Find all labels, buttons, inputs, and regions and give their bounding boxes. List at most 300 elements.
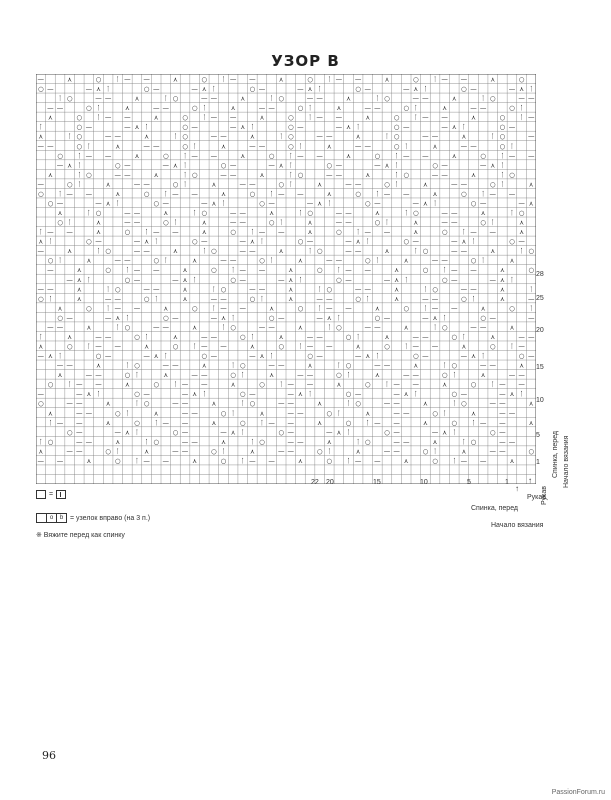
svg-text:—: — (133, 275, 141, 284)
svg-text:○: ○ (95, 209, 102, 218)
svg-text:—: — (249, 352, 256, 361)
svg-text:—: — (326, 304, 333, 313)
svg-text:—: — (268, 361, 275, 370)
svg-text:—: — (76, 418, 83, 427)
svg-text:—: — (402, 409, 410, 418)
svg-text:—: — (191, 371, 198, 380)
svg-text:—: — (37, 390, 45, 399)
svg-text:⋏: ⋏ (230, 380, 236, 389)
svg-text:○: ○ (153, 437, 160, 446)
svg-text:—: — (287, 380, 295, 389)
svg-text:—: — (345, 218, 352, 227)
svg-text:—: — (152, 142, 160, 151)
svg-text:—: — (335, 170, 343, 179)
svg-text:ᛙ: ᛙ (211, 85, 216, 94)
svg-text:ᛙ: ᛙ (221, 199, 226, 208)
svg-text:—: — (431, 304, 439, 313)
svg-text:ᛙ: ᛙ (135, 428, 139, 437)
svg-text:—: — (364, 285, 371, 294)
svg-text:—: — (527, 352, 535, 361)
svg-text:ᛙ: ᛙ (461, 332, 466, 341)
svg-text:ᛙ: ᛙ (327, 447, 332, 456)
svg-text:—: — (85, 123, 93, 132)
svg-text:—: — (152, 323, 160, 332)
svg-text:—: — (287, 418, 295, 427)
svg-text:ᛙ: ᛙ (510, 209, 514, 218)
svg-text:○: ○ (297, 170, 304, 179)
svg-text:ᛙ: ᛙ (48, 418, 53, 427)
svg-text:⋏: ⋏ (221, 189, 226, 198)
svg-text:⋏: ⋏ (519, 228, 524, 237)
svg-text:⋏: ⋏ (173, 75, 178, 84)
svg-text:⋏: ⋏ (298, 456, 303, 465)
svg-text:⋏: ⋏ (211, 418, 217, 427)
svg-text:○: ○ (143, 294, 150, 303)
svg-text:⋏: ⋏ (57, 209, 63, 218)
svg-text:ᛙ: ᛙ (404, 342, 409, 351)
svg-text:○: ○ (355, 399, 361, 408)
svg-text:○: ○ (441, 371, 448, 380)
svg-text:○: ○ (374, 313, 381, 322)
svg-text:⋏: ⋏ (134, 151, 140, 160)
col-number: 10 (420, 479, 428, 486)
svg-text:—: — (364, 266, 371, 275)
svg-text:—: — (201, 342, 208, 351)
svg-text:—: — (470, 323, 477, 332)
svg-text:—: — (268, 161, 275, 170)
svg-text:—: — (297, 189, 304, 198)
svg-text:⋏: ⋏ (259, 409, 265, 418)
svg-text:ᛙ: ᛙ (58, 94, 62, 103)
svg-text:ᛙ: ᛙ (471, 418, 476, 427)
svg-text:ᛙ: ᛙ (163, 352, 168, 361)
svg-text:⋏: ⋏ (509, 323, 515, 332)
svg-text:—: — (489, 399, 496, 408)
svg-text:⋏: ⋏ (153, 352, 159, 361)
svg-text:—: — (210, 294, 218, 303)
svg-text:—: — (220, 304, 227, 313)
svg-text:—: — (47, 104, 54, 113)
svg-text:ᛙ: ᛙ (346, 456, 351, 465)
svg-text:○: ○ (191, 304, 198, 313)
svg-text:—: — (172, 189, 179, 198)
svg-text:○: ○ (432, 161, 438, 170)
svg-text:○: ○ (384, 428, 390, 437)
svg-text:—: — (374, 323, 381, 332)
svg-text:—: — (422, 113, 429, 122)
svg-text:⋏: ⋏ (144, 447, 149, 456)
svg-text:—: — (76, 437, 83, 446)
svg-text:ᛙ: ᛙ (375, 256, 380, 265)
svg-text:—: — (229, 256, 237, 265)
svg-text:○: ○ (143, 85, 150, 94)
col-number: 20 (326, 479, 334, 486)
svg-text:—: — (345, 237, 352, 246)
svg-text:⋏: ⋏ (259, 352, 265, 361)
svg-text:ᛙ: ᛙ (96, 113, 101, 122)
svg-text:—: — (412, 342, 420, 351)
svg-text:—: — (268, 323, 275, 332)
svg-text:—: — (66, 275, 73, 284)
svg-text:—: — (364, 323, 371, 332)
label-back-front: Спинка, перед (471, 505, 519, 512)
svg-text:—: — (354, 142, 362, 151)
svg-text:—: — (220, 132, 227, 141)
svg-text:—: — (210, 352, 218, 361)
svg-text:ᛙ: ᛙ (58, 352, 62, 361)
svg-text:—: — (124, 161, 131, 170)
svg-text:○: ○ (172, 94, 179, 103)
svg-text:⋏: ⋏ (442, 380, 448, 389)
svg-text:⋏: ⋏ (249, 237, 255, 246)
svg-text:—: — (95, 371, 102, 380)
svg-text:—: — (85, 437, 93, 446)
legend-purl (36, 490, 66, 499)
svg-text:⋏: ⋏ (221, 142, 226, 151)
svg-text:—: — (258, 323, 266, 332)
svg-text:ᛙ: ᛙ (365, 237, 370, 246)
svg-text:ᛙ: ᛙ (385, 380, 389, 389)
svg-text:ᛙ: ᛙ (442, 409, 447, 418)
svg-text:○: ○ (268, 151, 275, 160)
svg-text:—: — (172, 313, 179, 322)
svg-text:—: — (527, 151, 535, 160)
svg-text:○: ○ (461, 189, 467, 198)
svg-text:⋏: ⋏ (298, 256, 303, 265)
svg-text:⋏: ⋏ (461, 447, 467, 456)
svg-text:—: — (133, 266, 141, 275)
svg-text:—: — (316, 113, 323, 122)
svg-text:—: — (47, 228, 54, 237)
svg-text:ᛙ: ᛙ (173, 380, 178, 389)
svg-text:—: — (508, 371, 516, 380)
svg-text:ᛙ: ᛙ (404, 275, 409, 284)
svg-text:ᛙ: ᛙ (452, 428, 457, 437)
svg-text:—: — (104, 332, 112, 341)
svg-text:—: — (220, 428, 227, 437)
svg-text:⋏: ⋏ (442, 104, 448, 113)
svg-text:ᛙ: ᛙ (106, 304, 111, 313)
svg-text:—: — (412, 332, 420, 341)
svg-text:⋏: ⋏ (86, 256, 92, 265)
svg-text:—: — (489, 313, 496, 322)
col-number: 5 (467, 479, 471, 486)
svg-text:—: — (37, 75, 45, 84)
svg-text:ᛙ: ᛙ (231, 266, 236, 275)
svg-text:⋏: ⋏ (182, 275, 188, 284)
svg-text:—: — (297, 409, 304, 418)
svg-text:ᛙ: ᛙ (404, 209, 409, 218)
svg-text:○: ○ (47, 256, 54, 265)
svg-text:—: — (66, 228, 73, 237)
svg-text:ᛙ: ᛙ (125, 409, 130, 418)
svg-text:○: ○ (230, 275, 236, 284)
svg-text:—: — (354, 390, 362, 399)
svg-text:—: — (479, 418, 487, 427)
svg-text:—: — (143, 456, 150, 465)
svg-text:—: — (479, 104, 487, 113)
svg-text:—: — (316, 313, 323, 322)
svg-text:⋏: ⋏ (490, 161, 496, 170)
svg-text:ᛙ: ᛙ (346, 428, 351, 437)
svg-text:—: — (277, 228, 285, 237)
svg-text:ᛙ: ᛙ (519, 247, 524, 256)
svg-text:—: — (287, 390, 295, 399)
svg-text:⋏: ⋏ (86, 456, 92, 465)
svg-text:—: — (229, 113, 237, 122)
svg-text:—: — (210, 151, 218, 160)
svg-text:○: ○ (393, 113, 400, 122)
svg-text:○: ○ (153, 199, 160, 208)
svg-text:⋏: ⋏ (394, 294, 399, 303)
svg-text:○: ○ (393, 132, 400, 141)
svg-text:○: ○ (220, 456, 227, 465)
svg-text:○: ○ (480, 218, 486, 227)
svg-text:—: — (499, 409, 506, 418)
svg-text:—: — (479, 361, 487, 370)
svg-text:—: — (181, 447, 189, 456)
svg-text:⋏: ⋏ (374, 371, 380, 380)
svg-text:—: — (345, 247, 352, 256)
svg-text:ᛙ: ᛙ (298, 342, 303, 351)
svg-text:—: — (37, 456, 45, 465)
svg-text:—: — (287, 409, 295, 418)
svg-text:—: — (76, 409, 83, 418)
svg-text:⋏: ⋏ (278, 161, 284, 170)
svg-text:—: — (422, 294, 429, 303)
svg-text:○: ○ (432, 285, 438, 294)
svg-text:—: — (527, 132, 535, 141)
svg-text:ᛙ: ᛙ (58, 189, 62, 198)
svg-text:—: — (104, 151, 112, 160)
svg-text:—: — (316, 151, 323, 160)
svg-text:○: ○ (86, 304, 92, 313)
svg-text:○: ○ (249, 294, 256, 303)
svg-text:—: — (172, 399, 179, 408)
svg-text:—: — (172, 228, 179, 237)
svg-text:—: — (104, 94, 112, 103)
svg-text:—: — (143, 352, 150, 361)
svg-text:—: — (335, 75, 343, 84)
svg-text:○: ○ (451, 418, 458, 427)
svg-text:—: — (499, 380, 506, 389)
svg-text:ᛙ: ᛙ (461, 437, 466, 446)
svg-text:○: ○ (76, 113, 83, 122)
svg-text:⋏: ⋏ (374, 304, 380, 313)
svg-text:○: ○ (489, 342, 496, 351)
svg-text:ᛙ: ᛙ (192, 142, 197, 151)
svg-text:ᛙ: ᛙ (163, 256, 168, 265)
svg-text:—: — (162, 199, 170, 208)
svg-text:○: ○ (57, 218, 63, 227)
svg-text:⋏: ⋏ (461, 237, 467, 246)
svg-text:ᛙ: ᛙ (125, 361, 130, 370)
svg-text:—: — (181, 418, 189, 427)
svg-text:ᛙ: ᛙ (154, 418, 159, 427)
svg-text:○: ○ (461, 399, 467, 408)
svg-text:—: — (56, 418, 64, 427)
svg-text:○: ○ (153, 380, 160, 389)
svg-text:⋏: ⋏ (423, 199, 428, 208)
svg-text:—: — (383, 447, 391, 456)
svg-text:ᛙ: ᛙ (231, 361, 236, 370)
svg-text:—: — (152, 285, 160, 294)
svg-text:—: — (383, 399, 391, 408)
svg-text:—: — (335, 123, 343, 132)
svg-text:—: — (249, 247, 256, 256)
svg-text:⋏: ⋏ (451, 94, 457, 103)
svg-text:—: — (66, 399, 73, 408)
svg-text:○: ○ (124, 228, 131, 237)
svg-text:—: — (508, 151, 516, 160)
svg-text:—: — (258, 142, 266, 151)
svg-text:⋏: ⋏ (259, 113, 265, 122)
svg-text:○: ○ (384, 94, 390, 103)
svg-text:○: ○ (403, 304, 410, 313)
svg-text:ᛙ: ᛙ (240, 371, 245, 380)
svg-text:⋏: ⋏ (278, 75, 284, 84)
svg-text:○: ○ (326, 285, 333, 294)
svg-text:⋏: ⋏ (76, 285, 82, 294)
svg-text:⋏: ⋏ (48, 352, 53, 361)
svg-text:ᛙ: ᛙ (260, 418, 264, 427)
svg-text:—: — (249, 180, 256, 189)
svg-text:ᛙ: ᛙ (115, 199, 120, 208)
svg-text:⋏: ⋏ (355, 447, 361, 456)
svg-text:⋏: ⋏ (240, 94, 246, 103)
svg-text:ᛙ: ᛙ (135, 371, 139, 380)
svg-text:—: — (37, 142, 45, 151)
svg-text:—: — (431, 256, 439, 265)
svg-text:—: — (402, 437, 410, 446)
svg-text:—: — (451, 275, 458, 284)
svg-text:○: ○ (287, 113, 294, 122)
svg-text:—: — (124, 75, 131, 84)
svg-text:○: ○ (374, 218, 381, 227)
watermark: PassionForum.ru (551, 789, 605, 796)
svg-text:—: — (326, 294, 333, 303)
svg-text:○: ○ (509, 237, 515, 246)
svg-text:⋏: ⋏ (124, 380, 130, 389)
svg-text:○: ○ (249, 85, 256, 94)
svg-text:ᛙ: ᛙ (183, 161, 187, 170)
svg-text:⋏: ⋏ (163, 371, 169, 380)
svg-text:ᛙ: ᛙ (385, 218, 389, 227)
svg-text:○: ○ (528, 266, 535, 275)
svg-text:—: — (470, 85, 477, 94)
svg-text:ᛙ: ᛙ (452, 456, 457, 465)
svg-text:⋏: ⋏ (528, 418, 534, 427)
svg-text:—: — (181, 428, 189, 437)
svg-text:—: — (181, 409, 189, 418)
svg-text:○: ○ (182, 123, 188, 132)
svg-text:ᛙ: ᛙ (192, 342, 197, 351)
svg-text:ᛙ: ᛙ (298, 209, 303, 218)
svg-text:—: — (460, 180, 468, 189)
svg-text:ᛙ: ᛙ (298, 142, 303, 151)
svg-text:—: — (431, 294, 439, 303)
svg-text:—: — (210, 113, 218, 122)
svg-text:—: — (133, 304, 141, 313)
svg-text:—: — (114, 428, 121, 437)
svg-text:—: — (277, 275, 285, 284)
svg-text:—: — (201, 380, 208, 389)
svg-text:○: ○ (489, 428, 496, 437)
svg-text:⋏: ⋏ (374, 209, 380, 218)
svg-text:ᛙ: ᛙ (481, 189, 486, 198)
svg-text:ᛙ: ᛙ (67, 218, 72, 227)
svg-text:—: — (499, 399, 506, 408)
svg-text:○: ○ (364, 199, 371, 208)
svg-text:—: — (76, 428, 83, 437)
svg-text:⋏: ⋏ (394, 285, 399, 294)
svg-text:○: ○ (124, 275, 131, 284)
svg-text:—: — (249, 456, 256, 465)
svg-text:ᛙ: ᛙ (413, 247, 418, 256)
svg-text:—: — (85, 85, 93, 94)
svg-text:ᛙ: ᛙ (404, 142, 409, 151)
svg-text:○: ○ (345, 332, 352, 341)
svg-text:ᛙ: ᛙ (96, 104, 101, 113)
svg-text:⋏: ⋏ (153, 170, 159, 179)
svg-text:—: — (326, 342, 333, 351)
svg-text:○: ○ (422, 266, 429, 275)
svg-text:⋏: ⋏ (173, 247, 178, 256)
svg-text:⋏: ⋏ (38, 342, 44, 351)
svg-text:⋏: ⋏ (124, 428, 130, 437)
svg-text:⋏: ⋏ (288, 275, 294, 284)
svg-text:⋏: ⋏ (480, 304, 486, 313)
svg-text:ᛙ: ᛙ (192, 275, 197, 284)
svg-text:○: ○ (297, 104, 304, 113)
svg-text:—: — (345, 304, 352, 313)
svg-text:○: ○ (509, 170, 515, 179)
svg-text:—: — (85, 409, 93, 418)
svg-text:⋏: ⋏ (134, 94, 140, 103)
page-number: 96 (42, 749, 56, 762)
svg-text:ᛙ: ᛙ (183, 170, 187, 179)
svg-text:⋏: ⋏ (57, 371, 63, 380)
svg-text:⋏: ⋏ (269, 371, 274, 380)
svg-text:ᛙ: ᛙ (154, 294, 159, 303)
svg-text:—: — (239, 275, 246, 284)
svg-text:ᛙ: ᛙ (240, 399, 245, 408)
svg-text:—: — (258, 285, 266, 294)
svg-text:—: — (162, 161, 170, 170)
svg-text:—: — (220, 170, 227, 179)
empty-cell-icon (36, 490, 46, 499)
svg-text:○: ○ (143, 189, 150, 198)
svg-text:○: ○ (509, 104, 515, 113)
svg-text:ᛙ: ᛙ (183, 180, 187, 189)
svg-text:—: — (124, 209, 131, 218)
svg-text:—: — (326, 132, 333, 141)
svg-text:○: ○ (86, 170, 92, 179)
svg-text:○: ○ (355, 294, 361, 303)
svg-text:ᛙ: ᛙ (346, 371, 351, 380)
svg-text:⋏: ⋏ (201, 85, 207, 94)
svg-text:○: ○ (278, 94, 285, 103)
svg-text:—: — (460, 75, 468, 84)
svg-text:—: — (37, 285, 45, 294)
svg-text:⋏: ⋏ (326, 189, 332, 198)
svg-text:○: ○ (47, 437, 54, 446)
svg-text:ᛙ: ᛙ (250, 123, 255, 132)
svg-text:ᛙ: ᛙ (510, 342, 514, 351)
label-sleeve: Рукав (527, 494, 546, 501)
svg-text:—: — (470, 266, 477, 275)
svg-text:—: — (258, 228, 266, 237)
